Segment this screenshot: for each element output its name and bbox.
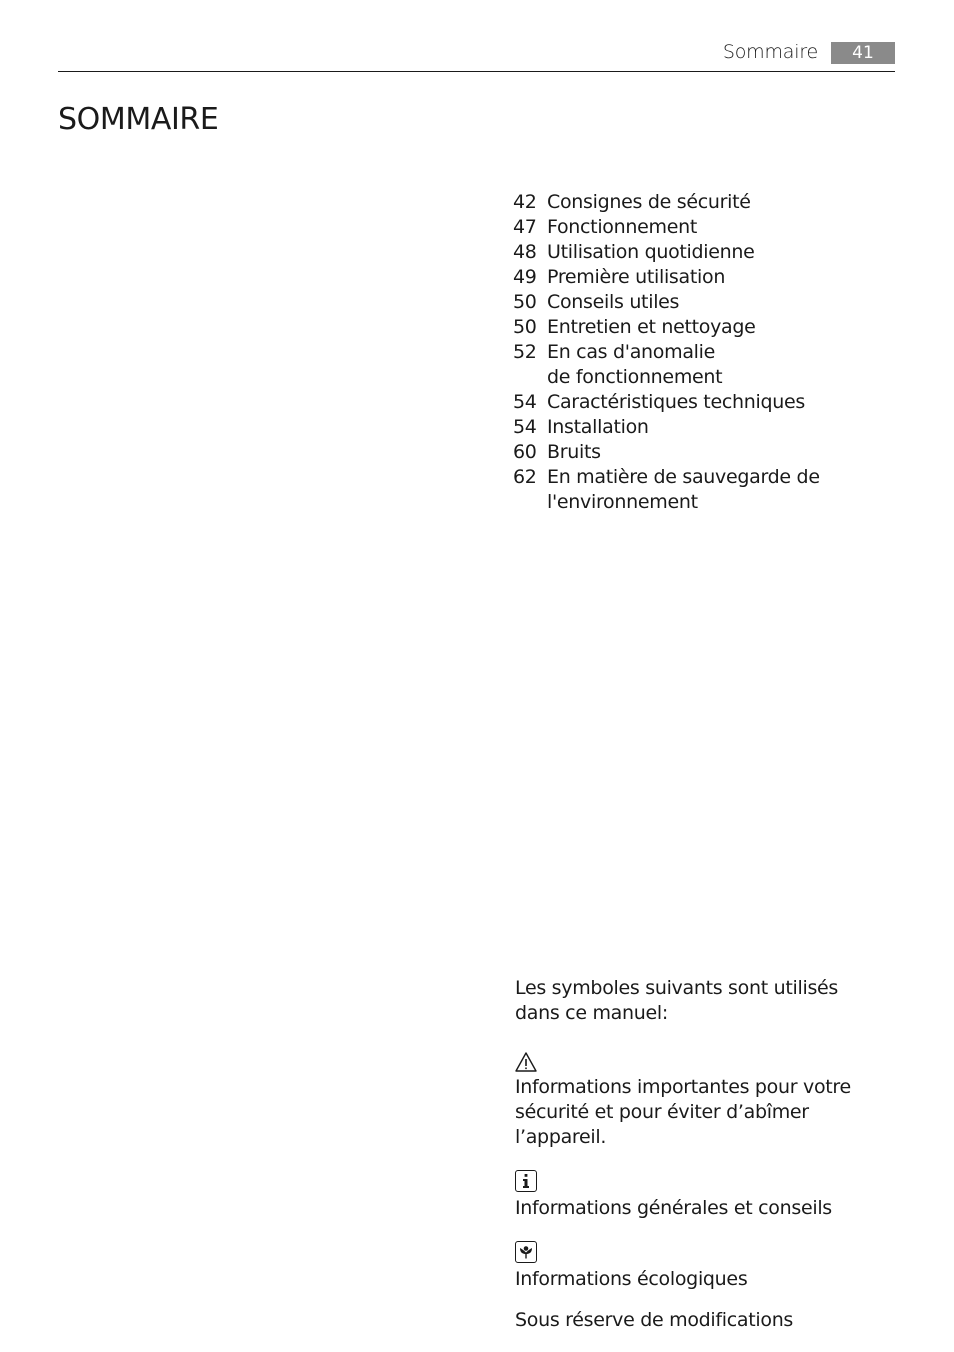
warning-triangle-icon [515, 1051, 537, 1073]
symbol-entry-info [515, 1170, 895, 1221]
toc-label: Caractéristiques techniques [547, 391, 805, 413]
symbol-entry-warning [515, 1051, 895, 1150]
toc-entry-sauvegarde-environnement[interactable] [513, 465, 895, 515]
toc-entry-bruits[interactable] [513, 440, 895, 465]
symbol-entry-eco [515, 1241, 895, 1292]
toc-entry-utilisation-quotidienne[interactable] [513, 240, 895, 265]
table-of-contents [513, 190, 895, 515]
toc-entry-entretien-et-nettoyage[interactable] [513, 315, 895, 340]
toc-label: En cas d'anomalie de fonctionnement [547, 341, 723, 388]
toc-page-number: 49 [513, 266, 537, 288]
toc-page-number: 54 [513, 416, 537, 438]
toc-label: En matière de sauvegarde de l'environnement [547, 466, 820, 513]
toc-label: Bruits [547, 441, 601, 463]
toc-label: Conseils utiles [547, 291, 680, 313]
toc-label: Première utilisation [547, 266, 726, 288]
symbol-description: Informations importantes pour votre sécurité et pour éviter d’abîmer l’appareil. [515, 1076, 851, 1148]
eco-flower-icon [515, 1241, 537, 1263]
toc-page-number: 50 [513, 316, 537, 338]
page-header [58, 38, 895, 72]
toc-page-number: 47 [513, 216, 537, 238]
symbol-description: Informations générales et conseils [515, 1197, 832, 1219]
symbol-description: Informations écologiques [515, 1268, 748, 1290]
toc-entry-anomalie-de-fonctionnement[interactable] [513, 340, 895, 390]
toc-label: Utilisation quotidienne [547, 241, 755, 263]
toc-page-number: 50 [513, 291, 537, 313]
toc-entry-premiere-utilisation[interactable] [513, 265, 895, 290]
toc-entry-fonctionnement[interactable] [513, 215, 895, 240]
toc-entry-consignes-de-securite[interactable] [513, 190, 895, 215]
toc-page-number: 54 [513, 391, 537, 413]
symbols-intro: Les symboles suivants sont utilisés dans ce manuel: [515, 977, 839, 1024]
toc-entry-installation[interactable] [513, 415, 895, 440]
page-number-badge: 41 [831, 42, 895, 64]
toc-entry-conseils-utiles[interactable] [513, 290, 895, 315]
toc-page-number: 52 [513, 341, 537, 363]
info-icon [515, 1170, 537, 1192]
toc-page-number: 60 [513, 441, 537, 463]
toc-label: Consignes de sécurité [547, 191, 751, 213]
toc-page-number: 48 [513, 241, 537, 263]
toc-label: Fonctionnement [547, 216, 697, 238]
toc-page-number: 62 [513, 466, 537, 488]
header-section-title: Sommaire [722, 41, 818, 63]
toc-label: Entretien et nettoyage [547, 316, 756, 338]
page-title: SOMMAIRE [58, 102, 219, 137]
disclaimer-text: Sous réserve de modifications [515, 1309, 794, 1331]
toc-label: Installation [547, 416, 649, 438]
toc-page-number: 42 [513, 191, 537, 213]
symbols-legend [515, 976, 895, 1333]
toc-entry-caracteristiques-techniques[interactable] [513, 390, 895, 415]
